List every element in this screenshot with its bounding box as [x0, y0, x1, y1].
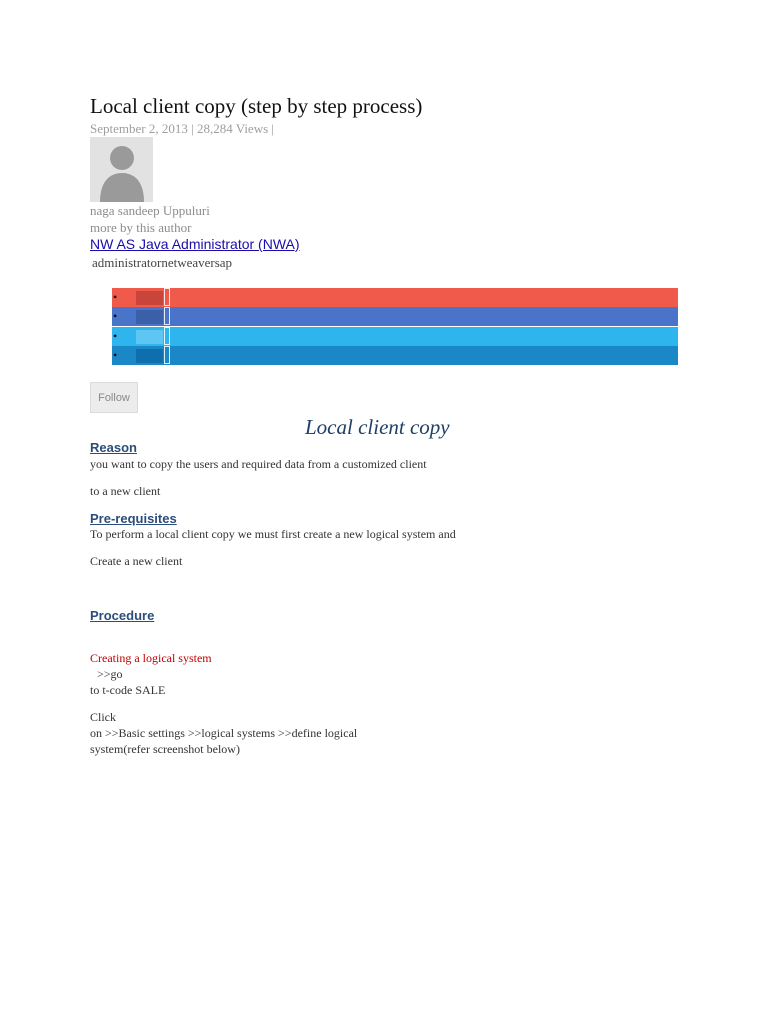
step-go: >>go [97, 667, 123, 681]
list-bullet: • [113, 290, 118, 304]
page-title: Local client copy (step by step process) [90, 94, 423, 118]
more-by-author: more by this author [90, 220, 192, 235]
reason-text-2: to a new client [90, 484, 161, 498]
share-row-1[interactable] [112, 288, 678, 307]
share-divider [164, 307, 170, 325]
category-link[interactable]: NW AS Java Administrator (NWA) [90, 236, 300, 252]
reason-text-1: you want to copy the users and required data from a customized client [90, 457, 427, 471]
share-divider [164, 346, 170, 364]
person-icon [90, 137, 153, 202]
list-bullet: • [113, 347, 118, 362]
share-row-3[interactable] [112, 327, 678, 346]
author-avatar[interactable] [90, 137, 153, 202]
share-bar [112, 288, 678, 365]
list-bullet: • [113, 328, 118, 343]
prereq-text-1: To perform a local client copy we must first create a new logical system and [90, 527, 456, 541]
step-path: on >>Basic settings >>logical systems >>define logical [90, 726, 358, 740]
list-bullet: • [113, 309, 118, 324]
prereq-text-2: Create a new client [90, 554, 183, 568]
step-click: Click [90, 710, 116, 724]
step-path-2: system(refer screenshot below) [90, 742, 240, 756]
share-divider [164, 288, 170, 306]
share-icon [136, 291, 163, 305]
share-row-2[interactable] [112, 307, 678, 326]
share-row-4[interactable] [112, 346, 678, 365]
author-name: naga sandeep Uppuluri [90, 203, 210, 218]
article-meta: September 2, 2013 | 28,284 Views | [90, 121, 274, 136]
share-divider [164, 327, 170, 345]
step-tcode: to t-code SALE [90, 683, 166, 697]
step-title: Creating a logical system [90, 651, 212, 665]
procedure-heading: Procedure [90, 608, 155, 623]
share-icon [136, 330, 163, 344]
document-heading: Local client copy [305, 415, 450, 439]
share-icon [136, 310, 163, 324]
article-tags: administratornetweaversap [92, 255, 233, 270]
follow-button[interactable]: Follow [90, 382, 138, 413]
reason-heading: Reason [90, 440, 137, 455]
share-icon [136, 349, 163, 363]
prereq-heading: Pre-requisites [90, 511, 177, 526]
